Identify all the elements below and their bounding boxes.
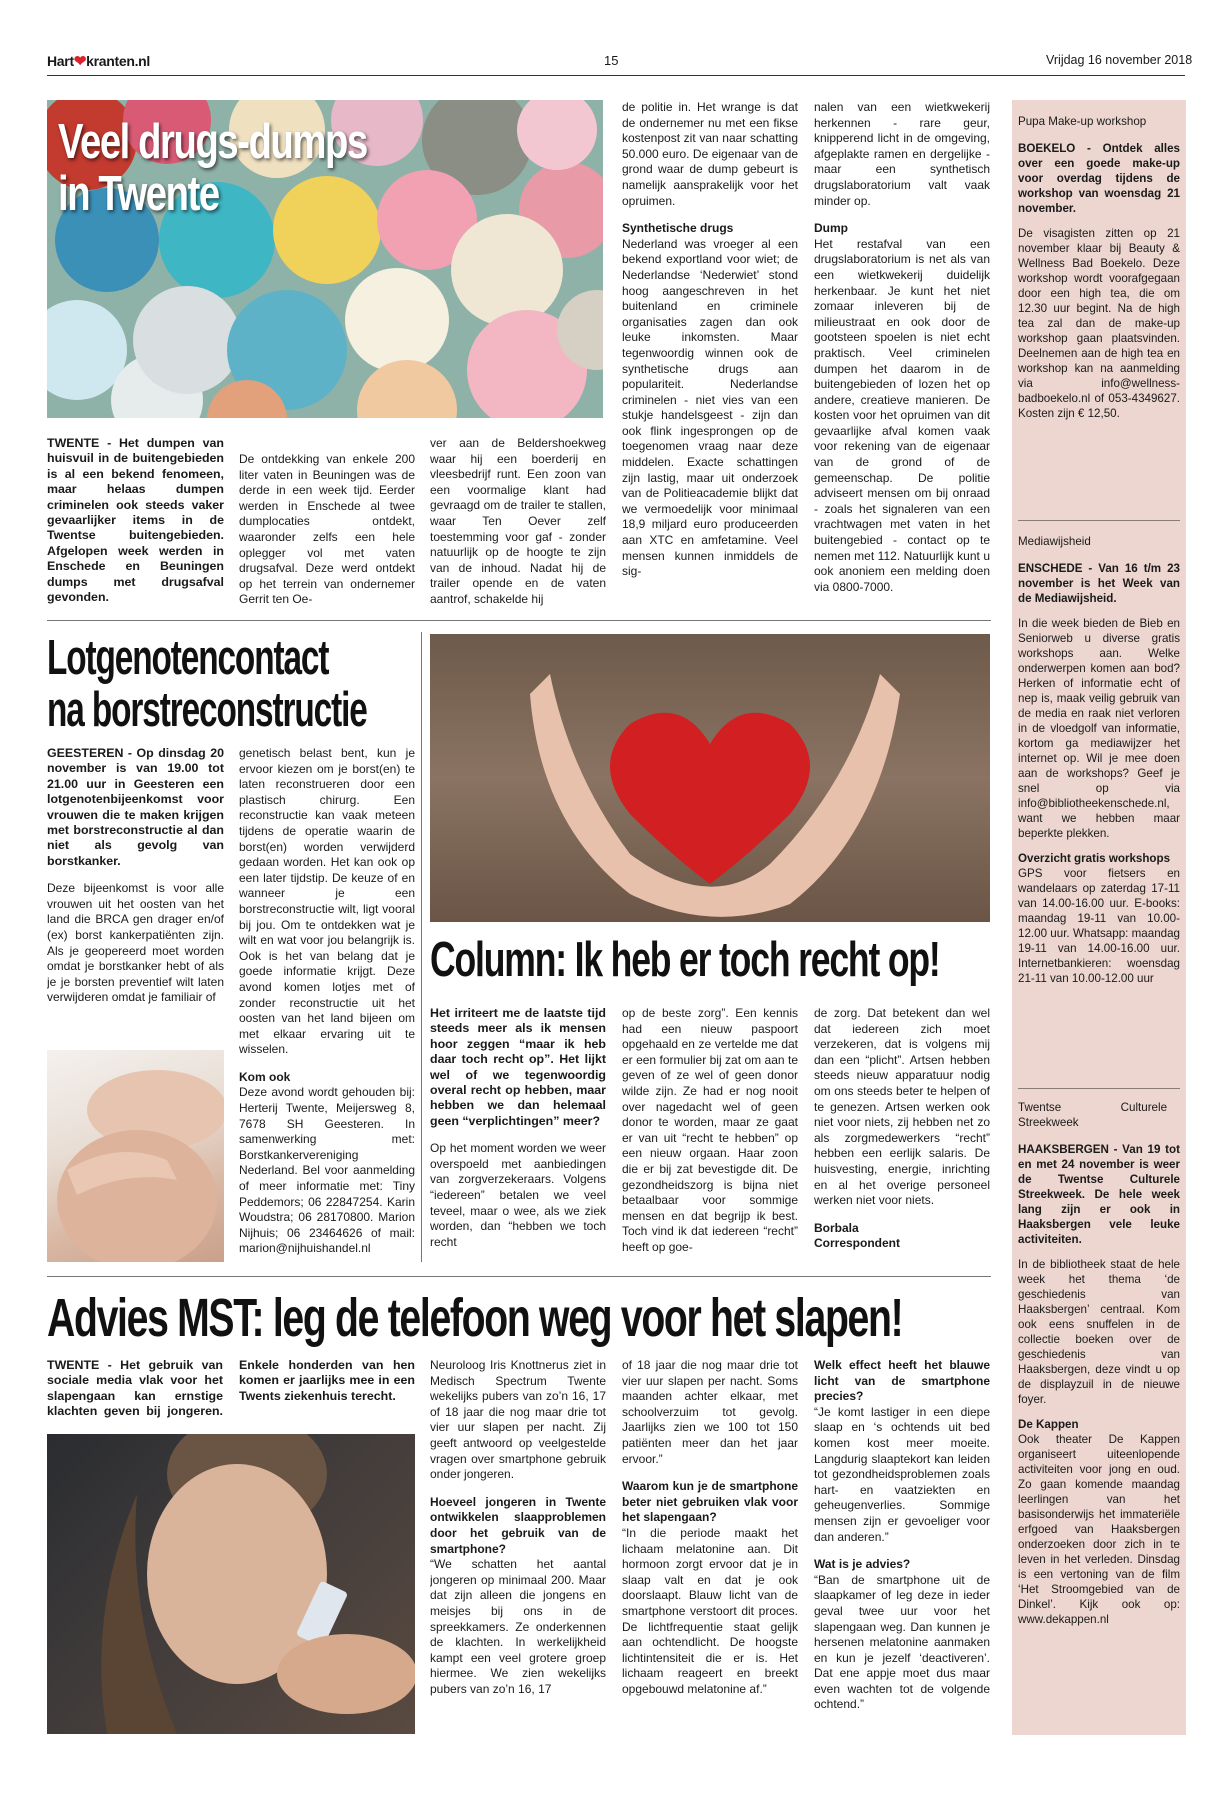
column-col3 (814, 1006, 990, 1266)
drugs-col4 (622, 100, 798, 612)
woman-portrait-photo (47, 1050, 224, 1262)
drugs-col3-text: ver aan de Beldershoekweg waar hij een boerderij en vleesbedrijf runt. Een zoon van een voormalige klant had gevraagd om de trailer te stallen, waar Ten Oever zelf toestemming voor gaf - zonder natuurlijk op de hoogte te zijn van de inhoud. Nadat hij de trailer opende en de vaten aantrof, schakelde hij (430, 436, 606, 606)
column-p2: op de beste zorg”. Een kennis had een nieuw paspoort opgehaald en ze vertelde me dat er een formulier bij zat om aan te geven of ze wel of geen donor wilde zijn. Ze had er nog nooit over nagedacht wel of geen donor te worden, maar ze gaat er van uit “recht te hebben” op een nieuw orgaan. Haar zoon die er bij zat bevestigde dit. De gezondheidszorg is bijna niet betaalbaar voor sommige mensen en dat begrijp ik best. Toch vind ik dat iedereen “recht” heeft op goe- (622, 1006, 798, 1254)
twentse-lead: HAAKSBERGEN - Van 19 tot en met 24 november is weer de Twentse Culturele Streekweek. De hele week lang zijn er ook in Haaksbergen vele leuke activiteiten. (1018, 1143, 1180, 1246)
drugs-col5-p2: Het restafval van een drugslaboratorium is net als van een wietkwekerij duidelijk herkenbaar. Je kunt het niet zomaar inleveren bij de milieustraat en ook door de gootsteen spoelen is niet echt praktisch. Veel criminelen dumpen het daarom in de buitengebieden of lozen het op andere, creatieve manieren. De kosten voor het opruimen van dit gevaarlijke afval komen vaak voor rekening van de eigenaar van de grond of de gemeenschap. De politie adviseert mensen om bij onraad - zoals het signaleren van een vrachtwagen met vaten in het buitengebied - contact op te nemen met 112. Natuurlijk kunt u ook anoniem een melding doen via 0800-7000. (814, 236, 990, 594)
lotgenoten-headline (47, 632, 367, 736)
logo-left: Hart (47, 53, 74, 69)
media-text: In die week bieden de Bieb en Seniorweb u diverse gratis workshops aan. Welke onderwerpen komen aan bod? Herken of informatie echt of nep is, maak veilig gebruik van de media en raak niet verloren in de vloedgolf van informatie, kortom ga mediawijzer het internet op. Wil je mee doen aan de workshops? Geef je snel op via info@bibliotheekenschede.nl, want we hebben maar beperkte plekken. (1018, 617, 1180, 840)
twentse-title: Twentse Culturele Streekweek (1018, 1101, 1168, 1129)
mst-col3 (430, 1358, 606, 1738)
logo-right: kranten.nl (86, 53, 150, 69)
drugs-col5 (814, 100, 990, 612)
page-number: 15 (604, 53, 619, 68)
drugs-subhead-dump: Dump (814, 221, 848, 236)
mst-lead-box (47, 1358, 415, 1428)
drugs-subhead-synthetic: Synthetische drugs (622, 221, 734, 236)
drugs-headline-line2: in Twente (58, 167, 219, 221)
mst-col3-p1: Neuroloog Iris Knottnerus ziet in Medisch Spectrum Twente wekelijks pubers van zo’n 16, 17 of 18 jaar die nog maar drie tot vier uur slapen per nacht. Zij geeft antwoord op veelgestelde vragen over smartphone gebruik onder jongeren. (430, 1358, 606, 1482)
sidebar-rule-2 (1018, 1088, 1180, 1089)
column-col1 (430, 1006, 606, 1266)
drugs-headline (58, 116, 367, 220)
drugs-col4-p1: de politie in. Het wrange is dat de ondernemer nu met een fikse kostenpost zit van naar schatting 50.000 euro. De eigenaar van de grond waar de dump gebeurt is namelijk aansprakelijk voor het opruimen. (622, 100, 798, 208)
column-col2 (622, 1006, 798, 1266)
drugs-lead: TWENTE - Het dumpen van huisvuil in de buitengebieden is al een bekend fenomeen, maar helaas dumpen criminelen ook steeds vaker gevaarlijker items in de Twentse buitengebieden. Afgelopen week werden in Enschede en Beuningen dumps met drugsafval gevonden. (47, 436, 224, 605)
drugs-col5-p1: nalen van een wietkwekerij herkennen - rare geur, knipperend licht in de omgeving, afgeplakte ramen en dergelijke - maar een synthetisch drugslaboratorium valt vaak minder op. (814, 100, 990, 208)
column-lead: Het irriteert me de laatste tijd steeds meer als ik mensen hoor zeggen “maar ik heb daar toch recht op”. Het lijkt wel of we tegenwoordig overal recht op hebben, maar hebben we dan helemaal geen “verplichtingen” meer? (430, 1006, 606, 1128)
media-subhead: Overzicht gratis workshops (1018, 852, 1171, 865)
header-rule (47, 75, 1185, 76)
twentse-text-2: Ook theater De Kappen organiseert uiteenlopende activiteiten voor jong en oud. Zo gaan komende maandag leerlingen van het basisonderwijs het immateriële erfgoed van Haaksbergen onderzoeken door zich in te leven in het verleden. Dinsdag is een vertoning van de film ‘Het Stroomgebied van de Dinkel’. Kijk ook op: www.dekappen.nl (1018, 1433, 1180, 1626)
mst-col5-p2: “Ban de smartphone uit de slaapkamer of leg deze in ieder geval twee uur voor het slapengaan weg. Dan kunnen je hersenen melatonine aanmaken en kun je jezelf ‘deactiveren’. Dat ene appje moet dus maar even wachten tot de volgende ochtend.” (814, 1572, 990, 1712)
lotgenoten-p1: Deze bijeenkomst is voor alle vrouwen uit het oosten van het land die BRCA gen drager en/of (ex) borst kankerpatiënten zijn. Als je geopereerd moet worden omdat je borstkanker hebt of als je je borsten preventief wilt laten verwijderen omdat je familiair of (47, 881, 224, 1005)
drugs-col4-p2: Nederland was vroeger al een bekend exportland voor wiet; de Nederlandse ‘Nederwiet’ stond hoog aangeschreven in het buitenland en criminele organisaties zagen dan ook leuke inkomsten. Maar tegenwoordig winnen ook de synthetische drugs aan populariteit. Nederlandse criminelen - niet vies van een stukje handelsgeest - zijn dan ook flink ingesprongen op de toegenomen vraag naar deze middelen. Exacte schattingen zijn lastig, maar uit onderzoek van de Politieacademie blijkt dat we vermoedelijk voor minimaal 18,9 miljard euro produceerden aan XTC en amfetamine. Veel mensen kunnen inmiddels de sig- (622, 236, 798, 579)
issue-date: Vrijdag 16 november 2018 (1046, 53, 1193, 67)
heart-icon: ❤ (73, 53, 87, 70)
column-headline: Column: Ik heb er toch recht op! (430, 933, 940, 987)
pupa-text: De visagisten zitten op 21 november klaar bij Beauty & Wellness Bad Boekelo. Deze workshop wordt voorafgegaan door een high tea, die om 12.30 uur begint. Na de high tea zal dan de make-up workshop gaan plaatsvinden. Deelnemen aan de high tea en workshop kan na aanmelding via info@wellness-badboekelo.nl of 053-4349627. Kosten zijn € 12,50. (1018, 227, 1180, 420)
column-byline (814, 1221, 990, 1252)
twentse-text: In de bibliotheek staat de hele week het thema ‘de geschiedenis van Haaksbergen’ centraal. Kom ook eens snuffelen in de collectie boeken over de geschiedenis van Haaksbergen, deze vindt u op de displayzuil in de nieuwe foyer. (1018, 1258, 1180, 1406)
lotgenoten-col1 (47, 746, 224, 1038)
lotgenoten-lead: GEESTEREN - Op dinsdag 20 november is van 19.00 tot 21.00 uur in Geesteren een lotgenotenbijeenkomst voor vrouwen die te maken krijgen met borstreconstructie al dan niet als gevolg van borstkanker. (47, 746, 224, 868)
heart-hands-photo (430, 634, 990, 922)
drugs-col2-text: De ontdekking van enkele 200 liter vaten in Beuningen was de derde in een week tijd. Eerder werden in Enschede al twee dumplocaties ontdekt, waaronder zelfs een hele oplegger vol met vaten drugsafval. Deze werd ontdekt op het terrein van ondernemer Gerrit ten Oe- (239, 452, 415, 607)
lotgenoten-p3: Deze avond wordt gehouden bij: Herterij Twente, Meijersweg 8, 7678 SH Geesteren. In samenwerking met: Borstkankervereniging Nederland. Bel voor aanmelding of meer informatie met: Tiny Peddemors; 06 22847254. Karin Woudstra; 06 28170800. Marion Nijhuis; 06 23464626 of mail: marion@nijhuishandel.nl (239, 1085, 415, 1256)
drugs-headline-line1: Veel drugs-dumps (58, 115, 367, 169)
mst-question-4: Wat is je advies? (814, 1557, 911, 1572)
mst-question-1: Hoeveel jongeren in Twente ontwikkelen slaapproblemen door het gebruik van de smartphone? (430, 1494, 606, 1556)
media-title: Mediawijsheid (1018, 535, 1091, 548)
media-schedule: GPS voor fietsers en wandelaars op zaterdag 17-11 van 14.00-16.00 uur. E-books: maandag 19-11 van 10.00-12.00 uur. Whatsapp: maandag 19-11 van 14.00-16.00 uur. Internetbankieren: woensdag 21-11 van 10.00-12.00 uur (1018, 867, 1180, 985)
mst-col3-p2: “We schatten het aantal jongeren op minimaal 200. Maar dat zijn alleen die jongens en meisjes bij ons in de spreekkamers. Ze onderkennen de klachten. In werkelijkheid kampt een veel grotere groep hiermee. We zien wekelijks pubers van zo’n 16, 17 (430, 1557, 606, 1696)
girl-phone-photo (47, 1434, 415, 1734)
column-p3: de zorg. Dat betekent dan wel dat iedereen zich moet verzekeren, dat is volgens mij dan een “plicht”. Artsen hebben steeds nieuw apparatuur nodig om ons steeds beter te helpen of te genezen. Artsen werken ook niet voor niets, zij hebben net zo als zorgmedewerkers “recht” hebben een eerlijk salaris. De huisvesting, energie, inrichting en al het overige personeel werken niet voor niets. (814, 1006, 990, 1208)
drugs-col3 (430, 436, 606, 612)
section-rule-1 (47, 620, 991, 621)
lotgenoten-col2 (239, 746, 415, 1266)
heart-hands-illustration (430, 634, 990, 922)
lotgenoten-subhead: Kom ook (239, 1069, 291, 1084)
section-rule-2 (47, 1276, 991, 1277)
lotgenoten-p2: genetisch belast bent, kun je ervoor kiezen om je borst(en) te laten reconstrueren door een plastisch chirurg. Een reconstructie kan vaak meteen tijdens de operatie waarin de borst(en) worden verwijderd gedaan worden. Het kan ook op een later tijdstip. De keuze of en wanneer je een borstreconstructie wilt, ligt vooral bij jou. Om te ontdekken wat je wilt en wat voor jou belangrijk is. Ook is het van belang dat je goede informatie krijgt. Deze avond komen lotjes met of zonder reconstructie uit het oosten van het land bijeen om met elkaar ervaring uit te wisselen. (239, 746, 415, 1057)
mst-col5-p1: “Je komt lastiger in een diepe slaap en ‘s ochtends uit bed komen kost meer moeite. Langdurig slaaptekort kan leiden tot gezondheidsproblemen zoals hart- en vaatziekten en geheugenverlies. Sommige mensen zijn er gevoeliger voor dan anderen.” (814, 1404, 990, 1544)
media-lead: ENSCHEDE - Van 16 t/m 23 november is het Week van de Mediawijsheid. (1018, 562, 1180, 605)
lotgenoten-headline-line1: Lotgenotencontact (47, 631, 329, 685)
drugs-col1 (47, 436, 224, 611)
column-author: Borbala (814, 1220, 859, 1235)
vertical-rule (421, 632, 422, 1262)
girl-phone-illustration (47, 1434, 415, 1734)
column-role: Correspondent (814, 1236, 901, 1251)
twentse-subhead: De Kappen (1018, 1418, 1079, 1431)
twentse-box (1018, 1100, 1180, 1730)
drugs-col2 (239, 452, 415, 612)
mst-col4-p2: “In die periode maakt het lichaam melatonine aan. Dit hormoon zorgt ervoor dat je in slaap valt en dat je ook doorslaapt. Blauw licht van de smartphone verstoort dit proces. De lichtfrequentie staat gelijk aan ochtendlicht. De hoogste lichtintensiteit die er is. Het lichaam reageert en breekt opgebouwd melatonine af.” (622, 1525, 798, 1696)
media-box (1018, 534, 1180, 1054)
mst-lead: TWENTE - Het gebruik van sociale media vlak voor het slapengaan kan ernstige klachten geven bij jongeren. Enkele honderden van hen komen er jaarlijks mee in een Twents ziekenhuis terecht. (47, 1358, 415, 1419)
lotgenoten-headline-line2: na borstreconstructie (47, 683, 367, 737)
portrait-illustration (47, 1050, 224, 1262)
mst-question-2: Waarom kun je de smartphone beter niet gebruiken vlak voor het slapengaan? (622, 1479, 798, 1525)
mst-col4-p1: of 18 jaar die nog maar drie tot vier uur slapen per nacht. Soms maanden achter elkaar, met schoolverzuim tot gevolg. Jaarlijks zien we 100 tot 150 patiënten meer dan het jaar ervoor.” (622, 1358, 798, 1466)
pupa-box (1018, 114, 1180, 524)
column-p1: Op het moment worden we weer overspoeld met aanbiedingen van zorgverzekeraars. Volgens “iedereen” betalen we veel teveel, maar o wee, als we ziek worden, dan “hebben we toch recht (430, 1141, 606, 1249)
mst-question-3: Welk effect heeft het blauwe licht van de smartphone precies? (814, 1358, 990, 1404)
pupa-lead: BOEKELO - Ontdek alles over een goede make-up voor overdag tijdens de workshop van woensdag 21 november. (1018, 142, 1180, 215)
mst-headline: Advies MST: leg de telefoon weg voor het slapen! (47, 1288, 903, 1348)
mst-col5 (814, 1358, 990, 1738)
pupa-title: Pupa Make-up workshop (1018, 115, 1147, 128)
masthead-logo[interactable] (47, 52, 150, 70)
mst-col4 (622, 1358, 798, 1738)
sidebar-rule-1 (1018, 520, 1180, 521)
